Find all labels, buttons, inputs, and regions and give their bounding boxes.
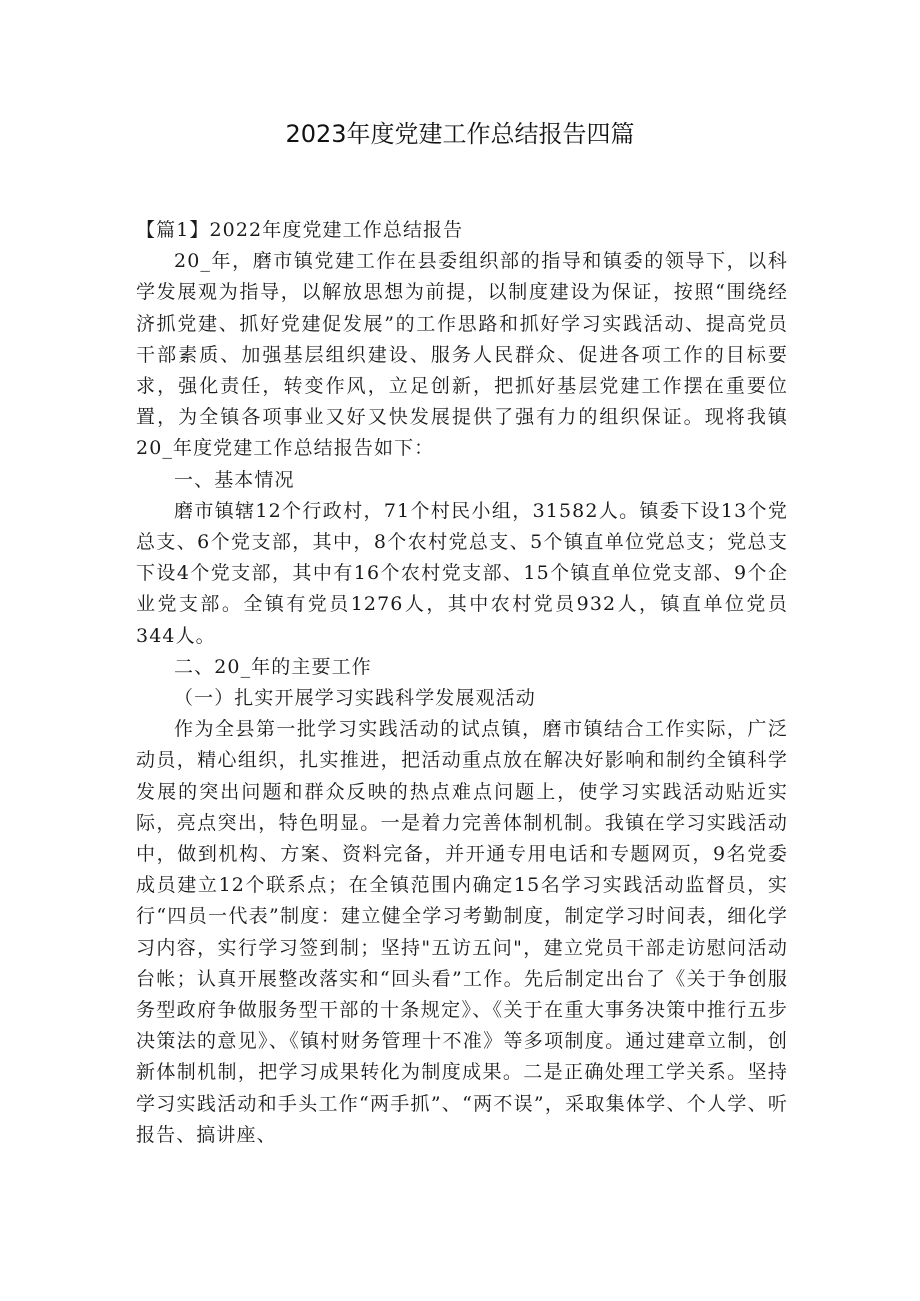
study-practice-paragraph: 作为全县第一批学习实践活动的试点镇，磨市镇结合工作实际，广泛动员，精心组织，扎实推进，把活动重点放在解决好影响和制约全镇科学发展的突出问题和群众反映的热点难点问题上，使学习实践活动贴近实际，亮点突出，特色明显。一是着力完善体制机制。我镇在学习实践活动中，做到机构、方案、资料完备，并开通专用电话和专题网页，9名党委成员建立12个联系点；在全镇范围内确定15名学习实践活动监督员，实行“四员一代表”制度：建立健全学习考勤制度，制定学习时间表，细化学习内容，实行学习签到制；坚持"五访五问"，建立党员干部走访慰问活动台帐；认真开展整改落实和“回头看”工作。先后制定出台了《关于争创服务型政府争做服务型干部的十条规定》、《关于在重大事务决策中推行五步决策法的意见》、《镇村财务管理十不准》等多项制度。通过建章立制，创新体制机制，把学习成果转化为制度成果。二是正确处理工学关系。坚持学习实践活动和手头工作“两手抓”、“两不误”，采取集体学、个人学、听报告、搞讲座、 [136,718,788,1146]
subsection-heading-study-practice: （一）扎实开展学习实践科学发展观活动 [174,687,536,710]
article-heading: 【篇1】2022年度党建工作总结报告 [136,219,464,241]
section-heading-basic-situation: 一、基本情况 [174,468,295,491]
document-body [136,215,788,1151]
document-title: 2023年度党建工作总结报告四篇 [285,120,635,148]
section-heading-main-work: 二、20_年的主要工作 [174,655,372,678]
intro-paragraph: 20_年，磨市镇党建工作在县委组织部的指导和镇委的领导下，以科学发展观为指导，以解放思想为前提，以制度建设为保证，按照“围绕经济抓党建、抓好党建促发展”的工作思路和抓好学习实践活动、提高党员干部素质、加强基层组织建设、服务人民群众、促进各项工作的目标要求，强化责任，转变作风，立足创新，把抓好基层党建工作摆在重要位置，为全镇各项事业又好又快发展提供了强有力的组织保证。现将我镇20_年度党建工作总结报告如下： [136,250,788,460]
basic-situation-paragraph: 磨市镇辖12个行政村，71个村民小组，31582人。镇委下设13个党总支、6个党支部，其中，8个农村党总支、5个镇直单位党总支；党总支下设4个党支部，其中有16个农村党支部、15个镇直单位党支部、9个企业党支部。全镇有党员1276人，其中农村党员932人，镇直单位党员344人。 [136,499,788,647]
